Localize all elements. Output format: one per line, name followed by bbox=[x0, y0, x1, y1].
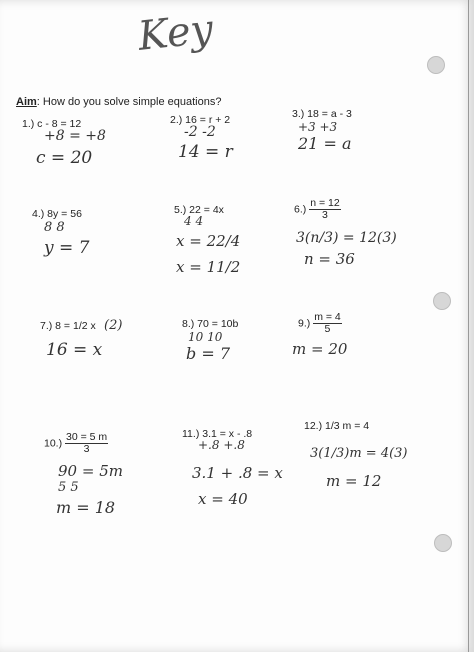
problem-5-work-line-3: x = 11/2 bbox=[176, 258, 241, 276]
problem-6-fraction bbox=[309, 198, 341, 221]
binder-hole-bottom bbox=[434, 534, 452, 552]
problem-11-label: 11.) 3.1 = x - .8 bbox=[182, 428, 253, 440]
problem-8-label: 8.) 70 = 10b bbox=[182, 318, 239, 330]
problem-9-expression: m = 4 bbox=[314, 311, 341, 323]
problem-7-label: 7.) 8 = 1/2 x bbox=[40, 320, 96, 332]
problem-7-work-line-1: (2) bbox=[104, 318, 123, 333]
problem-8-work-line-1: 10 10 bbox=[188, 330, 223, 344]
binder-hole-top bbox=[427, 56, 445, 74]
problem-10-expression: 30 = 5 m bbox=[66, 431, 108, 443]
problem-10-label bbox=[44, 432, 108, 455]
aim-line: Aim: How do you solve simple equations? bbox=[16, 96, 222, 108]
problem-8-work-line-2: b = 7 bbox=[186, 344, 230, 363]
problem-6-label bbox=[294, 198, 341, 221]
problem-6-work-line-2: n = 36 bbox=[304, 250, 355, 268]
binder-hole-middle bbox=[433, 292, 451, 310]
problem-4-work-line-1: 8 8 bbox=[44, 220, 65, 235]
problem-12-work-line-2: m = 12 bbox=[326, 472, 382, 490]
problem-9-denominator: 5 bbox=[324, 323, 331, 336]
problem-10-work-line-3: m = 18 bbox=[56, 498, 116, 517]
problem-6-expression: n = 12 bbox=[310, 197, 340, 209]
problem-10-work-line-1: 90 = 5m bbox=[58, 462, 123, 480]
problem-10-number: 10.) bbox=[44, 437, 63, 450]
problem-1-work-line-2: c = 20 bbox=[36, 148, 93, 168]
problem-4-work-line-2: y = 7 bbox=[44, 238, 90, 258]
problem-10-denominator: 3 bbox=[83, 443, 90, 456]
problem-2-label: 2.) 16 = r + 2 bbox=[170, 114, 231, 126]
problem-2-work-line-1: -2 -2 bbox=[184, 124, 216, 140]
problem-10-work-line-2: 5 5 bbox=[58, 480, 79, 495]
problem-10-fraction bbox=[65, 432, 108, 455]
problem-9-fraction bbox=[313, 312, 342, 335]
problem-4-label: 4.) 8y = 56 bbox=[32, 208, 82, 220]
problem-12-work-line-1: 3(1/3)m = 4(3) bbox=[310, 446, 408, 461]
problem-6-work-line-1: 3(n/3) = 12(3) bbox=[296, 230, 397, 246]
problem-9-work-line-1: m = 20 bbox=[292, 340, 348, 358]
problem-11-work-line-3: x = 40 bbox=[198, 490, 248, 508]
right-edge-shadow bbox=[468, 0, 469, 652]
answer-key-title: Key bbox=[135, 6, 216, 60]
problem-9-label bbox=[298, 312, 342, 335]
problem-3-work-line-1: +3 +3 bbox=[298, 120, 338, 134]
problem-6-number: 6.) bbox=[294, 203, 307, 216]
problem-11-work-line-2: 3.1 + .8 = x bbox=[192, 464, 283, 482]
problem-5-label: 5.) 22 = 4x bbox=[174, 204, 224, 216]
problem-5-work-line-1: 4 4 bbox=[184, 214, 204, 228]
aim-question: How do you solve simple equations? bbox=[42, 96, 222, 108]
problem-11-work-line-1: +.8 +.8 bbox=[198, 438, 245, 452]
problem-12-label: 12.) 1/3 m = 4 bbox=[304, 420, 370, 432]
problem-1-label: 1.) c - 8 = 12 bbox=[22, 118, 82, 130]
problem-1-work-line-1: +8 = +8 bbox=[44, 128, 106, 144]
problem-6-denominator: 3 bbox=[322, 209, 328, 222]
problem-2-work-line-2: 14 = r bbox=[178, 142, 233, 162]
problem-9-number: 9.) bbox=[298, 317, 311, 330]
problem-7-work-line-2: 16 = x bbox=[46, 340, 103, 360]
problem-3-work-line-2: 21 = a bbox=[298, 134, 352, 153]
problem-5-work-line-2: x = 22/4 bbox=[176, 232, 241, 250]
problem-3-label: 3.) 18 = a - 3 bbox=[292, 108, 352, 120]
aim-label: Aim bbox=[16, 96, 37, 108]
